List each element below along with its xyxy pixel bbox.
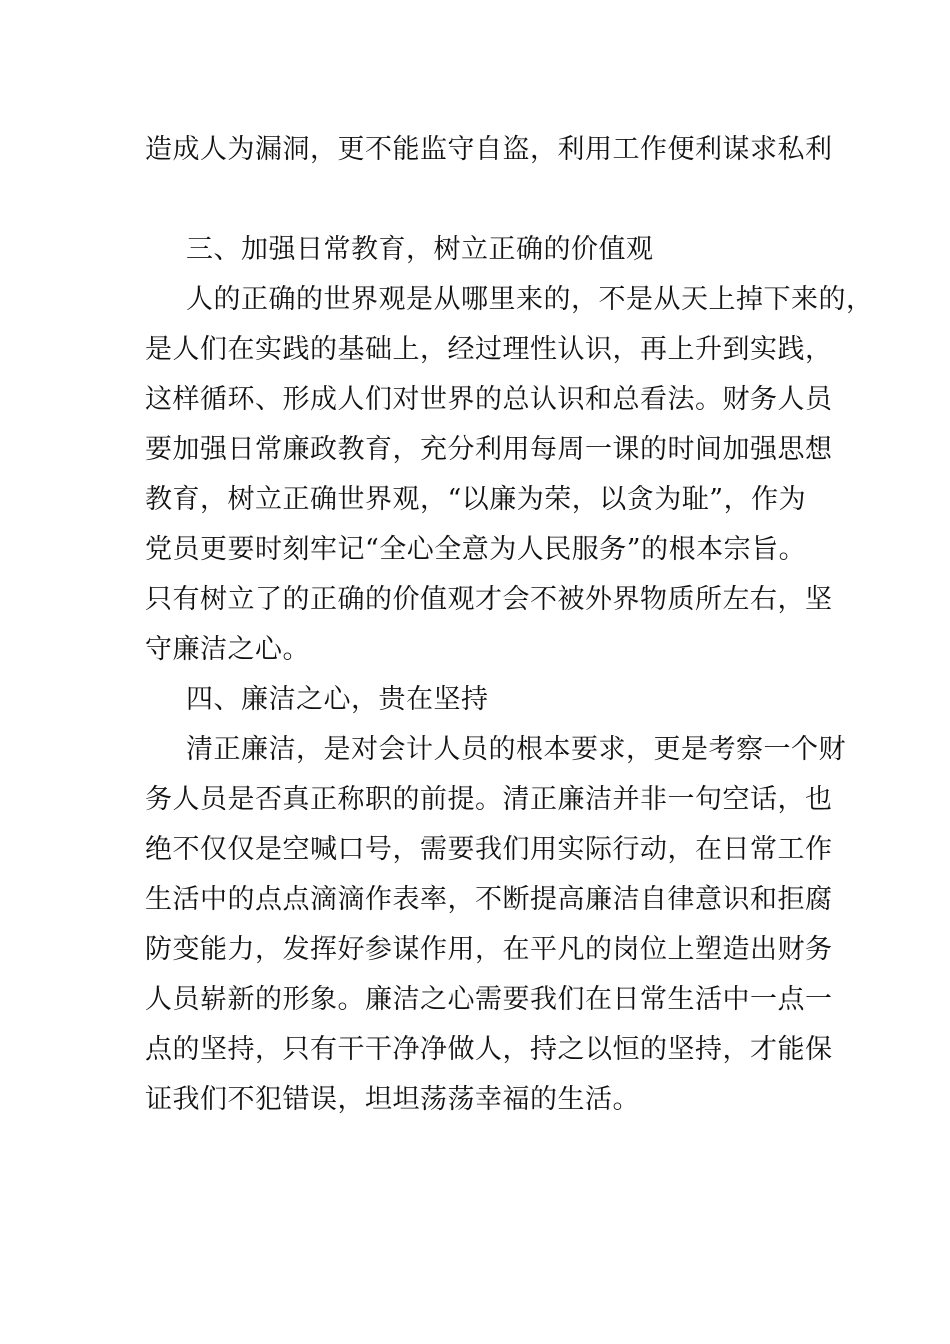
paragraph-line: 绝不仅仅是空喊口号，需要我们用实际行动，在日常工作 <box>145 834 833 865</box>
paragraph-line: 证我们不犯错误，坦坦荡荡幸福的生活。 <box>145 1084 640 1115</box>
paragraph-line: 人的正确的世界观是从哪里来的，不是从天上掉下来的， <box>186 284 874 315</box>
paragraph-line: 清正廉洁，是对会计人员的根本要求，更是考察一个财 <box>186 734 846 765</box>
section-four-heading: 四、廉洁之心，贵在坚持 <box>186 684 489 715</box>
paragraph-line: 务人员是否真正称职的前提。清正廉洁并非一句空话，也 <box>145 784 833 815</box>
paragraph-line: 只有树立了的正确的价值观才会不被外界物质所左右，坚 <box>145 584 833 615</box>
paragraph-line: 人员崭新的形象。廉洁之心需要我们在日常生活中一点一 <box>145 984 833 1015</box>
paragraph-line: 这样循环、形成人们对世界的总认识和总看法。财务人员 <box>145 384 833 415</box>
paragraph-line: 要加强日常廉政教育，充分利用每周一课的时间加强思想 <box>145 434 833 465</box>
paragraph-line: 教育，树立正确世界观，“以廉为荣，以贪为耻”，作为 <box>145 484 807 515</box>
section-three-heading: 三、加强日常教育，树立正确的价值观 <box>186 234 654 265</box>
paragraph-line: 点的坚持，只有干干净净做人，持之以恒的坚持，才能保 <box>145 1034 833 1065</box>
paragraph-line: 生活中的点点滴滴作表率，不断提高廉洁自律意识和拒腐 <box>145 884 833 915</box>
paragraph-line: 是人们在实践的基础上，经过理性认识，再上升到实践， <box>145 334 833 365</box>
paragraph-line: 守廉洁之心。 <box>145 634 310 665</box>
paragraph-line: 防变能力，发挥好参谋作用，在平凡的岗位上塑造出财务 <box>145 934 833 965</box>
continuation-line: 造成人为漏洞，更不能监守自盗，利用工作便利谋求私利 <box>145 134 833 165</box>
paragraph-line: 党员更要时刻牢记“全心全意为人民服务”的根本宗旨。 <box>145 534 807 565</box>
